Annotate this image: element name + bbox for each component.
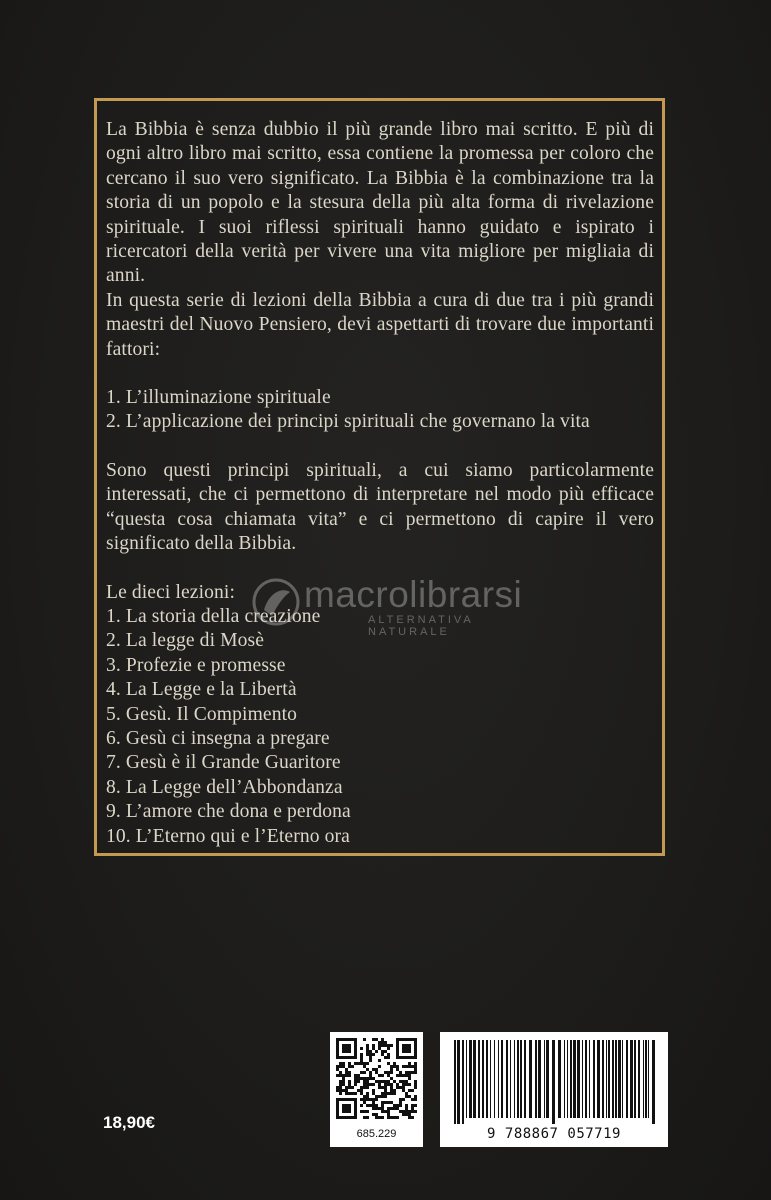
lessons-title: Le dieci lezioni:	[106, 581, 236, 603]
factor-item: 2. L’applicazione dei principi spirituali che governano la vita	[106, 411, 590, 433]
lesson-item: 8. La Legge dell’Abbondanza	[106, 776, 343, 798]
series-paragraph: In questa serie di lezioni della Bibbia a cura di due tra i più grandi maestri del Nuovo Pensiero, devi aspettarti di trovare due importanti fattori:	[106, 289, 654, 360]
principles-paragraph: Sono questi principi spirituali, a cui siamo particolarmente interessati, che ci permettono di interpretare nel modo più efficace “questa cosa chiamata vita” e ci permettono di capire il vero significato della Bibbia.	[106, 459, 654, 555]
lesson-item: 4. La Legge e la Libertà	[106, 679, 297, 701]
factor-item: 1. L’illuminazione spirituale	[106, 387, 331, 409]
lesson-item: 6. Gesù ci insegna a pregare	[106, 727, 330, 749]
watermark	[250, 570, 550, 640]
description-text	[106, 118, 654, 849]
qr-code-icon	[336, 1038, 417, 1119]
price-label: 18,90€	[103, 1113, 155, 1132]
qr-code	[330, 1032, 423, 1147]
watermark-name: macrolibrarsi	[304, 574, 523, 615]
lesson-item: 1. La storia della creazione	[106, 605, 321, 627]
lesson-item: 2. La legge di Mosè	[106, 630, 265, 652]
watermark-tagline: ALTERNATIVA NATURALE	[368, 614, 474, 638]
isbn-number: 9 788867 057719	[487, 1126, 621, 1142]
qr-code-number: 685.229	[356, 1128, 397, 1140]
lesson-item: 9. L’amore che dona e perdona	[106, 801, 351, 823]
lesson-item: 3. Profezie e promesse	[106, 654, 286, 676]
lesson-item: 5. Gesù. Il Compimento	[106, 703, 298, 725]
lesson-item: 7. Gesù è il Grande Guaritore	[106, 752, 341, 774]
lesson-item: 10. L’Eterno qui e l’Eterno ora	[106, 825, 350, 847]
macrolibrarsi-logo-icon	[250, 576, 302, 628]
intro-paragraph: La Bibbia è senza dubbio il più grande libro mai scritto. E più di ogni altro libro mai scritto, essa contiene la promessa per coloro che cercano il suo vero significato. La Bibbia è la combinazione tra la storia di un popolo e la stesura della più alta forma di rivelazione spirituale. I suoi riflessi spirituali hanno guidato e ispirato i ricercatori della verità per vivere una vita migliore per migliaia di anni.	[106, 119, 654, 287]
barcode	[440, 1032, 668, 1147]
